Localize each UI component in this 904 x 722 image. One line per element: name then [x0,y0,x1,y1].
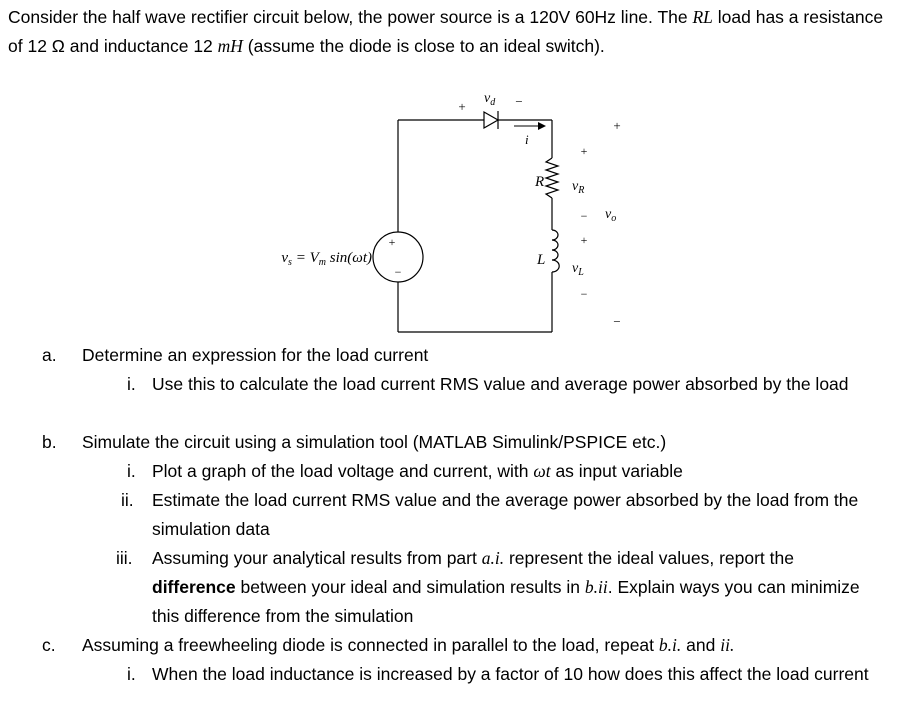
question-b-text: Simulate the circuit using a simulation tool (MATLAB Simulink/PSPICE etc.) [82,432,667,452]
vl-plus-sign: + [580,233,588,247]
question-b-label: b. [42,432,57,452]
vr-label: $v_R$ [572,179,585,196]
question-b-iii-label: iii. [116,548,133,568]
intro-text: Consider the half wave rectifier circuit below, the power source is a 120V 60Hz line. The [8,7,693,27]
question-c-label: c. [42,635,56,655]
question-a-i-text: Use this to calculate the load current RMS value and average power absorbed by the load [152,374,849,394]
vd-label: $v_d$ [484,91,496,108]
current-arrow [514,122,546,130]
question-a-i-label: i. [127,374,136,394]
question-b-ii-text: Estimate the load current RMS value and the average power absorbed by the load from the simulation data [152,490,859,539]
question-b-ii-label: ii. [121,490,134,510]
source-equation: $v_s = V_m$ sin(ωt) [281,250,372,268]
l-label: L [537,252,546,268]
question-b-i-label: i. [127,461,136,481]
vd-minus-sign: − [515,94,523,109]
question-a-text: Determine an expression for the load current [82,345,429,365]
vr-plus-sign: + [580,144,588,158]
rl-symbol: RL [692,7,713,27]
vo-minus-sign: − [613,314,621,329]
vr-minus-sign: − [580,209,588,223]
vd-plus-sign: + [458,99,466,114]
vl-minus-sign: − [580,287,588,301]
question-c-i-label: i. [127,664,136,684]
rectifier-circuit-diagram [0,80,904,342]
intro-text: (assume the diode is close to an ideal switch). [242,36,605,56]
question-b-iii-text: Assuming your analytical results from part a.i. represent the ideal values, report the difference between your ideal and simulation results in b.ii. Explain ways you can minimize this difference from the simulation [152,548,860,626]
question-c-i-text: When the load inductance is increased by a factor of 10 how does this affect the load current [152,664,869,684]
question-a-label: a. [42,345,57,365]
mh-symbol: mH [217,36,243,56]
vo-label: $v_o$ [605,207,617,224]
vl-label: $v_L$ [572,261,584,278]
problem-statement [8,3,898,61]
r-label: R [535,174,545,190]
inductor-symbol [552,230,559,272]
resistor-symbol [546,158,558,198]
source-minus-sign: − [394,265,402,279]
circuit-wires [398,120,552,332]
vo-plus-sign: + [613,118,621,133]
ohm-symbol: Ω [51,36,65,56]
intro-text: and inductance 12 [64,36,218,56]
intro-text: load has a resistance of 12 [8,7,884,56]
current-label: i [525,132,529,147]
question-c-text: Assuming a freewheeling diode is connected in parallel to the load, repeat b.i. and ii. [82,635,735,655]
question-b-i-text: Plot a graph of the load voltage and current, with ωt as input variable [152,461,683,481]
source-plus-sign: + [388,235,396,249]
diode-symbol [484,111,498,129]
